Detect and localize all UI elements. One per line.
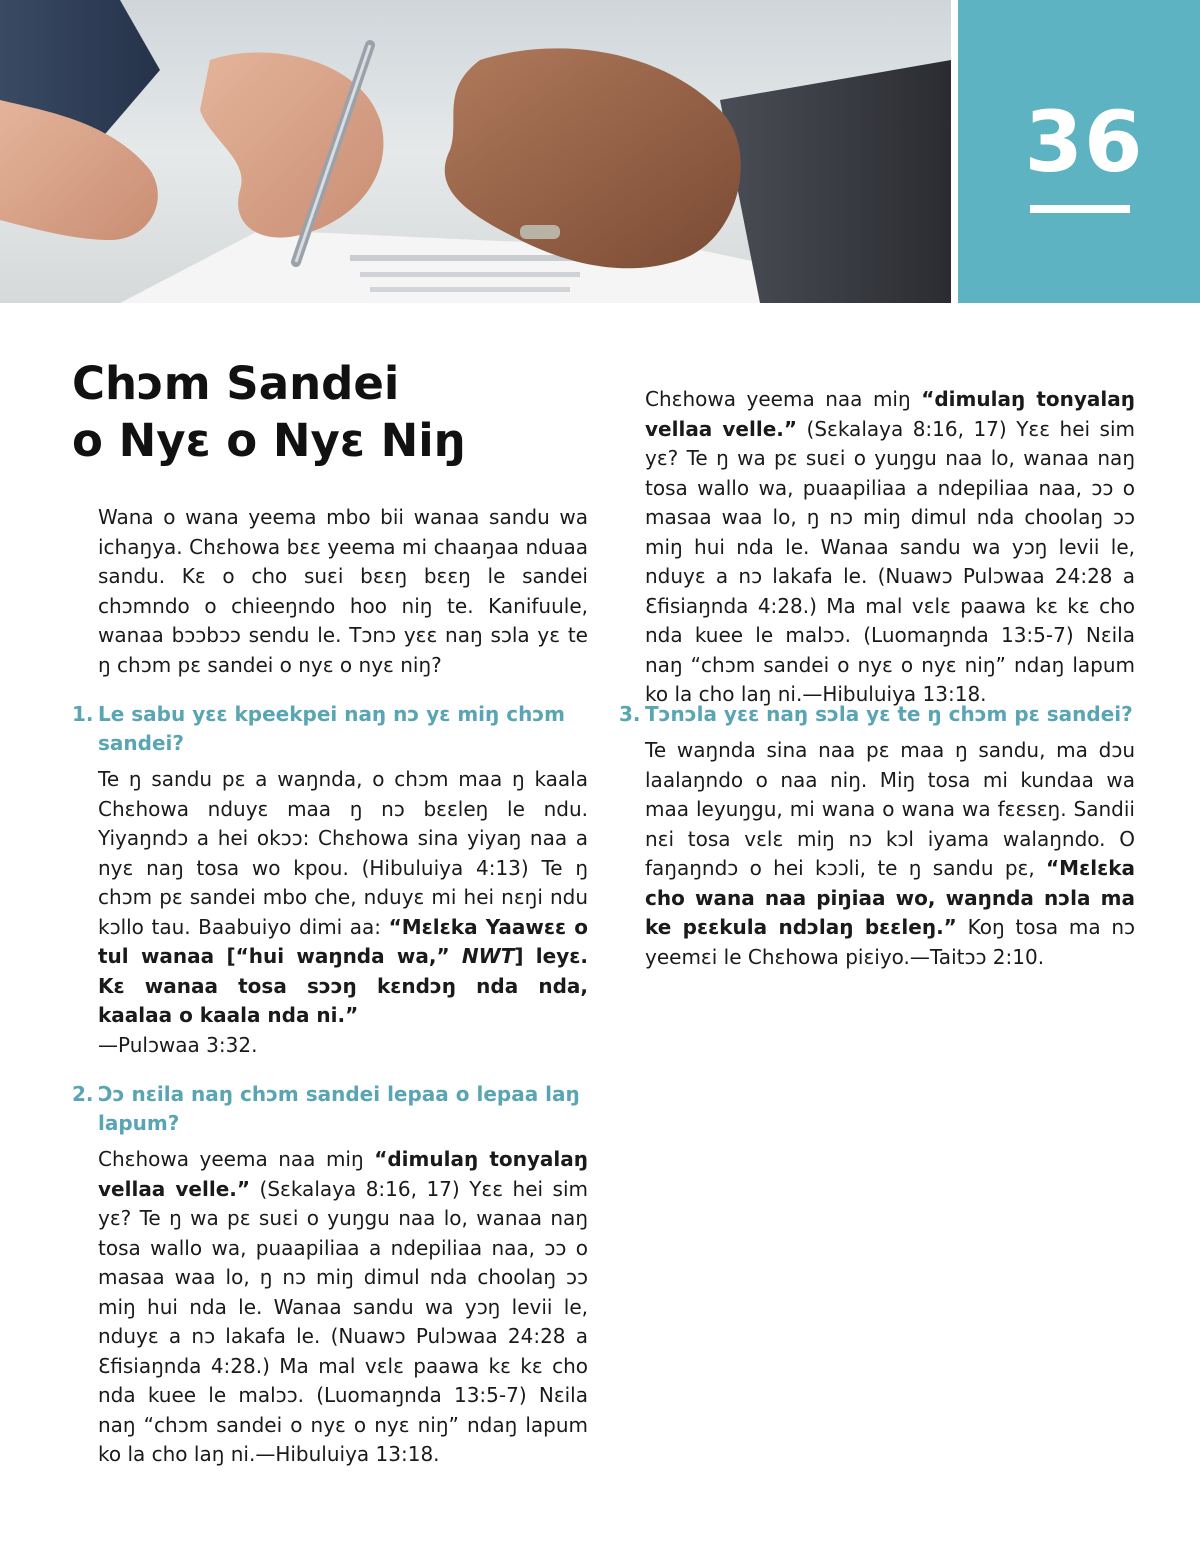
lesson-title-line2: o Nyɛ o Nyɛ Niŋ xyxy=(72,414,466,467)
question-3-number: 3. xyxy=(619,702,641,726)
answer-1-quote-start: “Mɛlɛka Yaawɛɛ o tul wanaa [“hui waŋnda wa,” xyxy=(98,914,588,968)
answer-3-quote: “Mɛlɛka cho wana naa piŋiaa wo, waŋnda nɔla ma ke pɛɛkula ndɔlaŋ bɛɛleŋ.” xyxy=(645,856,1135,939)
question-1-text: Le sabu yɛɛ kpeekpei naŋ nɔ yɛ miŋ chɔm sandei? xyxy=(98,702,566,755)
question-2-heading xyxy=(72,1080,588,1138)
answer-1-paragraph xyxy=(98,765,588,1060)
header-photo xyxy=(0,0,951,303)
lesson-title xyxy=(72,355,466,469)
right-column xyxy=(619,387,1136,972)
answer-2-continued-text: Chɛhowa yeema naa miŋ “dimulaŋ tonyalaŋ vellaa velle.” (Sɛkalaya 8:16, 17) Yɛɛ hei sim yɛ? Te ŋ wa pɛ suɛi o yuŋgu naa lo, wanaa naŋ tosa wallo wa, puaapiliaa a ndepiliaa naa, ɔɔ o masaa waa lo, ŋ nɔ miŋ dimul nda choolaŋ ɔɔ miŋ hui nda le. Wanaa sandu wa yɔŋ levii le, nduyɛ a nɔ lakafa le. (Nuawɔ Pulɔwaa 24:28 a Ɛfisiaŋnda 4:28.) Ma mal vɛlɛ paawa kɛ kɛ cho nda kuee le malɔɔ. (Luomaŋnda 13:5-7) Nɛila naŋ “chɔm sandei o nyɛ o nyɛ niŋ” ndaŋ lapum ko la cho laŋ ni.—Hibuluiya 13:18. xyxy=(645,387,1136,706)
question-3-text: Tɔnɔla yɛɛ naŋ sɔla yɛ te ŋ chɔm pɛ sandei? xyxy=(645,702,1133,726)
question-3-heading xyxy=(619,700,1135,729)
lesson-number-underline xyxy=(1030,205,1130,213)
left-column xyxy=(72,503,589,1466)
question-1-number: 1. xyxy=(72,702,94,726)
answer-3-paragraph xyxy=(645,736,1135,972)
answer-1-quote-end: ] leyɛ. Kɛ wanaa tosa sɔɔŋ kɛndɔŋ nda nda, kaalaa o kaala nda ni.” xyxy=(98,944,588,1027)
answer-2-quote: “dimulaŋ tonyalaŋ vellaa velle.” xyxy=(98,1147,589,1201)
question-1-heading xyxy=(72,700,588,758)
question-2-text: Ɔɔ nɛila naŋ chɔm sandei lepaa o lepaa laŋ lapum? xyxy=(98,1082,580,1135)
intro-paragraph: Wana o wana yeema mbo bii wanaa sandu wa ichaŋya. Chɛhowa bɛɛ yeema mi chaaŋaa nduaa sandu. Kɛ o cho suɛi bɛɛŋ bɛɛŋ le sandei chɔmndo o chieeŋndo hoo niŋ te. Kanifuule, wanaa bɔɔbɔɔ sendu le. Tɔnɔ yɛɛ naŋ sɔla yɛ te ŋ chɔm pɛ sandei o nyɛ o nyɛ niŋ? xyxy=(98,505,588,677)
answer-1-quote-abbrev: NWT xyxy=(461,944,515,968)
lesson-number: 36 xyxy=(1024,93,1144,191)
answer-3-body-rest: Koŋ tosa ma nɔ yeemɛi le Chɛhowa piɛiyo.—Taitɔɔ 2:10. xyxy=(645,915,1136,969)
answer-2-body-rest: (Sɛkalaya 8:16, 17) Yɛɛ hei sim yɛ? Te ŋ wa pɛ suɛi o yuŋgu naa lo, wanaa naŋ tosa wallo wa, puaapiliaa a ndepiliaa naa, ɔɔ o masaa waa lo, ŋ nɔ miŋ dimul nda choolaŋ ɔɔ miŋ hui nda le. Wanaa sandu wa yɔŋ levii le, nduyɛ a nɔ lakafa le. (Nuawɔ Pulɔwaa 24:28 a Ɛfisiaŋnda 4:28.) Ma mal vɛlɛ paawa kɛ kɛ cho nda kuee le malɔɔ. (Luomaŋnda 13:5-7) Nɛila naŋ “chɔm sandei o nyɛ o nyɛ niŋ” ndaŋ lapum ko la cho laŋ ni.—Hibuluiya 13:18. xyxy=(98,1176,589,1466)
answer-3-body-start: Te waŋnda sina naa pɛ maa ŋ sandu, ma dɔu laalaŋndo o naa niŋ. Miŋ tosa mi kundaa wa maa leyuŋgu, mi wana o wana wa fɛɛsɛŋ. Sandii nɛi tosa vɛlɛ miŋ nɔ kɔl iyama walaŋndo. O faŋaŋndɔ o hei kɔɔli, te ŋ sandu pɛ, xyxy=(645,738,1135,880)
lesson-number-badge xyxy=(958,0,1200,303)
answer-2-continued xyxy=(645,387,1136,706)
question-2-number: 2. xyxy=(72,1082,94,1106)
answer-2-paragraph xyxy=(98,1145,589,1466)
answer-1-reference: —Pulɔwaa 3:32. xyxy=(98,1032,258,1057)
answer-1-body: Te ŋ sandu pɛ a waŋnda, o chɔm maa ŋ kaala Chɛhowa nduyɛ maa ŋ nɔ bɛɛleŋ le ndu. Yiyaŋndɔ a hei okɔɔ: Chɛhowa sina yiyaŋ naa a nyɛ naŋ tosa wo kpou. (Hibuluiya 4:13) Te ŋ chɔm pɛ sandei mbo che, nduyɛ mi hei nɛŋi ndu kɔllo tau. Baabuiyo dimi aa: xyxy=(98,767,588,939)
answer-2-body-start: Chɛhowa yeema naa miŋ xyxy=(98,1147,375,1171)
lesson-title-line1: Chɔm Sandei xyxy=(72,357,400,410)
